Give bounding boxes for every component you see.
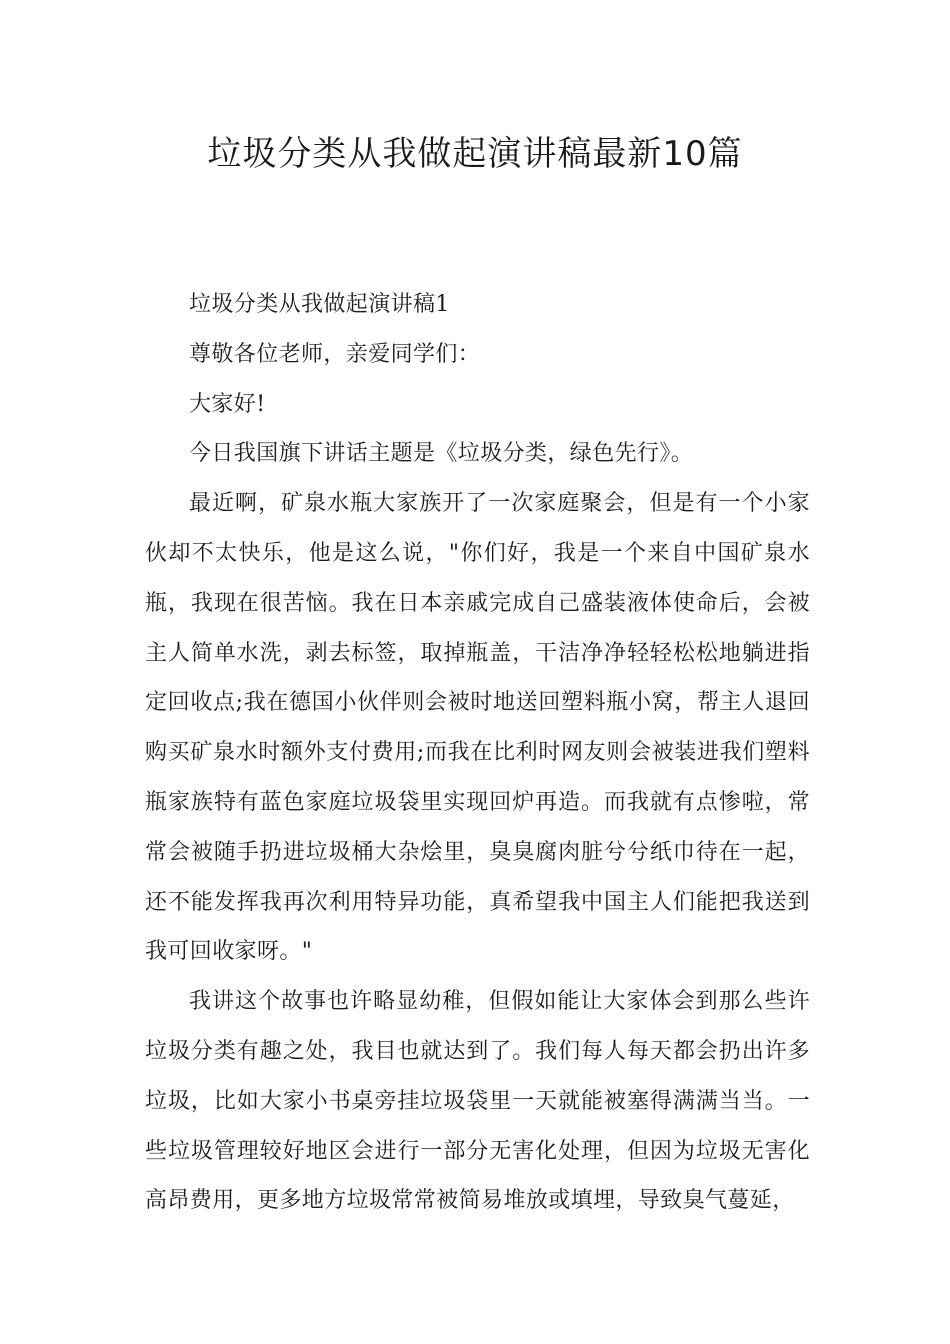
paragraph-topic: 今日我国旗下讲话主题是《垃圾分类，绿色先行》。 [189,441,694,467]
paragraph-story: 最近啊，矿泉水瓶大家族开了一次家庭聚会，但是有一个小家伙却不太快乐，他是这么说，"你们好，我是一个来自中国矿泉水瓶，我现在很苦恼。我在日本亲戚完成自己盛装液体使命后，会被主人简单水洗，剥去标签，取掉瓶盖，干洁净净轻轻松松地躺进指定回收点;我在德国小伙伴则会被时地送回塑料瓶小窝，帮主人退回购买矿泉水时额外支付费用;而我在比利时网友则会被装进我们塑料瓶家族特有蓝色家庭垃圾袋里实现回炉再造。而我就有点惨啦，常常会被随手扔进垃圾桶大杂烩里，臭臭腐肉脏兮兮纸巾待在一起，还不能发挥我再次利用特异功能，真希望我中国主人们能把我送到我可回收家呀。" [145,491,810,965]
paragraph-reflection: 我讲这个故事也许略显幼稚，但假如能让大家体会到那么些许垃圾分类有趣之处，我目也就达到了。我们每人每天都会扔出许多垃圾，比如大家小书桌旁挂垃圾袋里一天就能被塞得满满当当。一些垃圾管理较好地区会进行一部分无害化处理，但因为垃圾无害化高昂费用，更多地方垃圾常常被简易堆放或填埋，导致臭气蔓延， [145,989,810,1214]
document-body [145,280,810,1226]
paragraph-greeting: 大家好! [189,391,266,417]
document-title: 垃圾分类从我做起演讲稿最新10篇 [207,134,743,174]
paragraph-speech-heading: 垃圾分类从我做起演讲稿1 [189,292,450,317]
paragraph-salutation: 尊敬各位老师，亲爱同学们： [189,341,481,367]
